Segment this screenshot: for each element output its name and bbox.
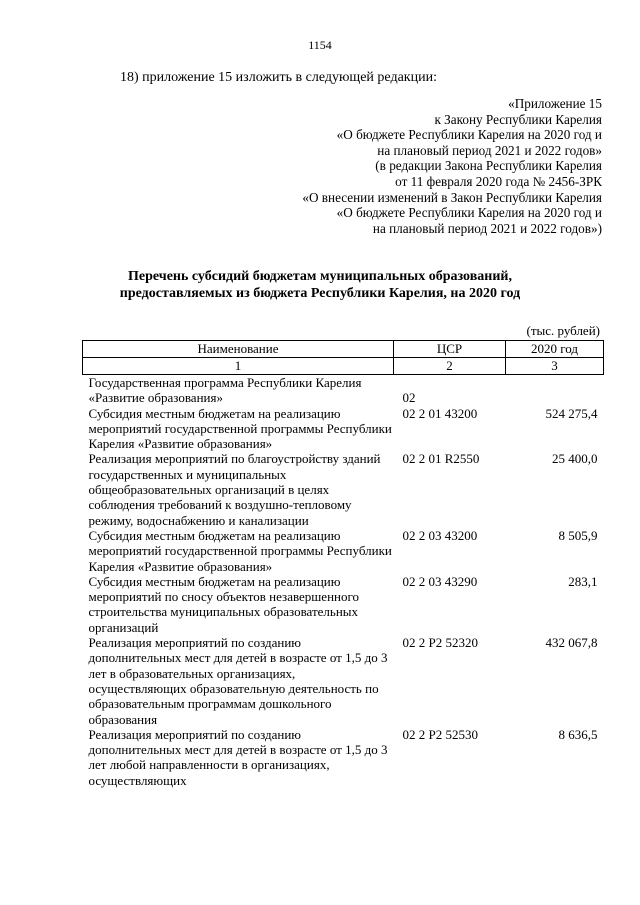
row-csr: 02 2 03 43290 bbox=[402, 573, 478, 589]
table-row bbox=[83, 635, 604, 727]
row-value bbox=[506, 375, 604, 406]
appendix-header bbox=[302, 96, 602, 236]
subsidies-table bbox=[82, 340, 604, 788]
column-number: 3 bbox=[506, 358, 604, 375]
table-row bbox=[83, 375, 604, 406]
row-csr: 02 2 P2 52530 bbox=[402, 726, 478, 742]
row-name: Субсидия местным бюджетам на реализацию мероприятий государственной программы Республики Карелия «Развитие образования» bbox=[88, 527, 392, 574]
row-value: 8 636,5 bbox=[558, 726, 598, 742]
row-csr: 02 bbox=[402, 390, 416, 405]
table-row bbox=[83, 406, 604, 452]
row-csr: 02 2 P2 52320 bbox=[402, 635, 478, 651]
header-csr: ЦСР bbox=[394, 341, 506, 358]
page-number: 1154 bbox=[308, 38, 332, 52]
row-name: Субсидия местным бюджетам на реализацию мероприятий по сносу объектов незавершенного строительства муниципальных образовательных организаций bbox=[88, 573, 359, 635]
header-name: Наименование bbox=[83, 341, 394, 358]
intro-text: 18) приложение 15 изложить в следующей редакции: bbox=[120, 70, 437, 85]
title-line: Перечень субсидий бюджетам муниципальных образований, bbox=[128, 269, 512, 284]
row-value: 432 067,8 bbox=[545, 635, 598, 651]
table-row bbox=[83, 727, 604, 788]
table-row bbox=[83, 574, 604, 635]
units-label: (тыс. рублей) bbox=[526, 323, 600, 338]
appendix-line: «О бюджете Республики Карелия на 2020 год и bbox=[336, 205, 602, 221]
row-name: Реализация мероприятий по созданию дополнительных мест для детей в возрасте от 1,5 до 3 лет любой направленности в организациях, осуществляющих bbox=[88, 726, 388, 788]
row-csr: 02 2 01 R2550 bbox=[402, 451, 480, 467]
row-value: 283,1 bbox=[568, 573, 598, 589]
row-name: Реализация мероприятий по благоустройству зданий государственных и муниципальных общеобразовательных организаций в целях соблюдения требований к воздушно-тепловому режиму, водоснабжению и канализации bbox=[88, 451, 381, 528]
document-title bbox=[0, 268, 640, 302]
header-year: 2020 год bbox=[506, 341, 604, 358]
row-value: 524 275,4 bbox=[545, 405, 598, 421]
column-number-row bbox=[83, 358, 604, 375]
row-name: Государственная программа Республики Карелия «Развитие образования» bbox=[88, 375, 362, 406]
row-value: 8 505,9 bbox=[558, 527, 598, 543]
appendix-line: от 11 февраля 2020 года № 2456-ЗРК bbox=[395, 173, 602, 189]
header-row bbox=[83, 341, 604, 358]
column-number: 2 bbox=[394, 358, 506, 375]
appendix-line: на плановый период 2021 и 2022 годов») bbox=[372, 220, 602, 236]
title-line: предоставляемых из бюджета Республики Карелия, на 2020 год bbox=[119, 286, 521, 301]
table-row bbox=[83, 451, 604, 527]
appendix-line: «Приложение 15 bbox=[508, 96, 602, 111]
row-value: 25 400,0 bbox=[552, 451, 598, 467]
appendix-line: «О бюджете Республики Карелия на 2020 год и bbox=[336, 127, 602, 143]
appendix-line: к Закону Республики Карелия bbox=[434, 111, 602, 127]
row-name: Реализация мероприятий по созданию дополнительных мест для детей в возрасте от 1,5 до 3 лет в образовательных организациях, осуществляющих образовательную деятельность по образовательным программам дошкольного образования bbox=[88, 635, 388, 727]
appendix-line: «О внесении изменений в Закон Республики Карелия bbox=[302, 189, 602, 205]
appendix-line: (в редакции Закона Республики Карелия bbox=[375, 158, 602, 174]
table-row bbox=[83, 528, 604, 574]
row-csr: 02 2 01 43200 bbox=[402, 405, 478, 421]
column-number: 1 bbox=[83, 358, 394, 375]
row-csr: 02 2 03 43200 bbox=[402, 527, 478, 543]
row-name: Субсидия местным бюджетам на реализацию мероприятий государственной программы Республики Карелия «Развитие образования» bbox=[88, 405, 392, 452]
appendix-line: на плановый период 2021 и 2022 годов» bbox=[377, 142, 602, 158]
